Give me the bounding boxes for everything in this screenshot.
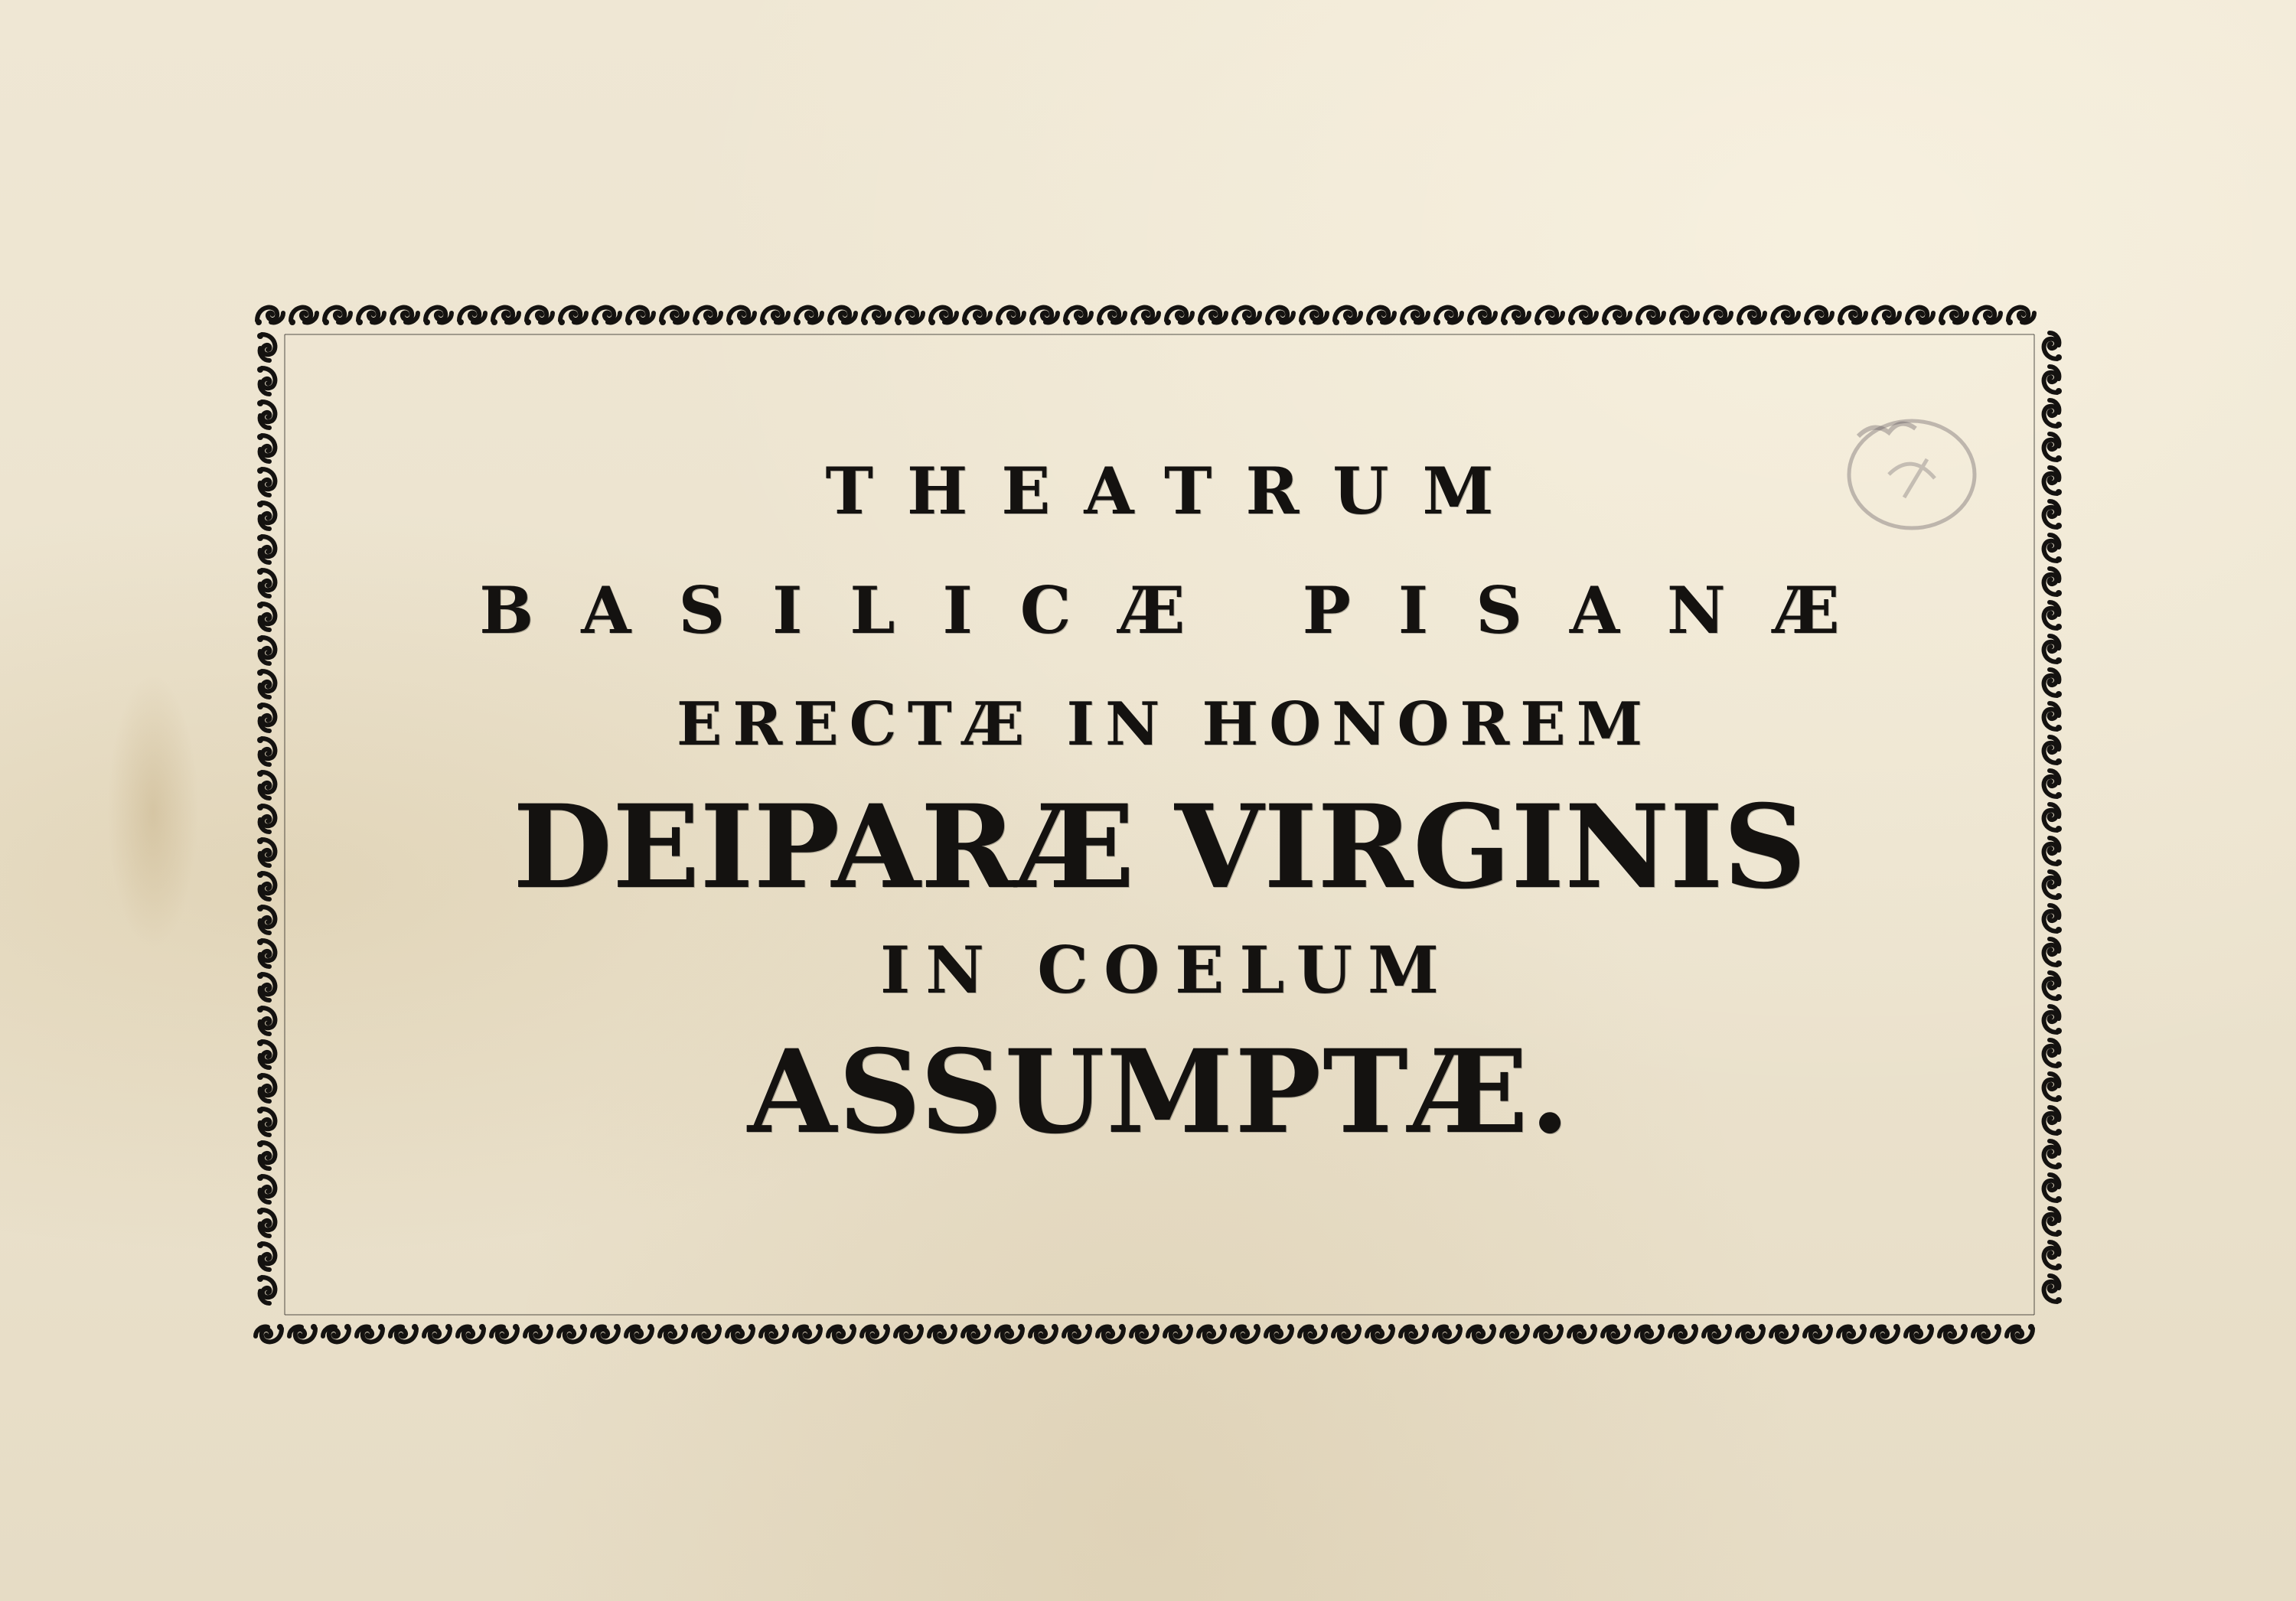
border-ornament — [491, 308, 519, 325]
border-ornament — [2044, 1074, 2062, 1101]
border-ornament — [559, 308, 586, 325]
border-ornament — [2044, 333, 2062, 360]
border-ornament — [1300, 308, 1327, 325]
border-ornament — [1232, 308, 1260, 325]
border-ornament — [1569, 308, 1596, 325]
border-ornament — [1805, 1324, 1832, 1342]
title-line-3: ERECTÆ IN HONOREM — [676, 690, 1654, 759]
border-ornament — [727, 1324, 755, 1342]
title-line-5: IN COELUM — [879, 932, 1455, 1008]
border-ornament — [257, 367, 275, 394]
title-line-1: THEATRUM — [825, 453, 1528, 529]
border-ornament — [257, 1074, 275, 1101]
title-line-4: DEIPARÆ VIRGINIS — [513, 780, 1806, 915]
border-ornament — [1434, 1324, 1462, 1342]
border-ornament — [1535, 1324, 1563, 1342]
border-ornament — [257, 771, 275, 798]
border-ornament — [1603, 308, 1630, 325]
border-ornament — [1097, 308, 1125, 325]
border-ornament — [1939, 308, 1967, 325]
border-ornament — [761, 308, 788, 325]
border-ornament — [2044, 771, 2062, 798]
border-ornament — [323, 308, 351, 325]
border-ornament — [1097, 1324, 1125, 1342]
border-ornament — [2044, 1242, 2062, 1270]
border-ornament — [1232, 1324, 1260, 1342]
border-ornament — [390, 308, 418, 325]
border-ornament — [257, 569, 275, 596]
border-ornament — [257, 872, 275, 899]
border-ornament — [2044, 670, 2062, 697]
border-ornament — [257, 1175, 275, 1202]
border-ornament — [1131, 308, 1159, 325]
border-ornament — [895, 1324, 923, 1342]
border-ornament — [1872, 308, 1900, 325]
border-ornament — [963, 1324, 990, 1342]
border-ornament — [257, 1276, 275, 1303]
border-ornament — [323, 1324, 351, 1342]
border-ornament — [257, 703, 275, 731]
border-ornament — [1367, 1324, 1394, 1342]
border-ornament — [257, 1107, 275, 1135]
border-ornament — [2044, 703, 2062, 731]
border-ornament — [257, 973, 275, 1000]
border-ornament — [1670, 1324, 1698, 1342]
border-ornament — [1603, 1324, 1630, 1342]
border-ornament — [1333, 1324, 1361, 1342]
border-ornament — [1670, 308, 1698, 325]
border-ornament — [963, 308, 990, 325]
border-ornament — [2044, 1175, 2062, 1202]
border-ornament — [289, 308, 317, 325]
border-ornament — [424, 308, 452, 325]
border-ornament — [929, 308, 957, 325]
border-ornament — [660, 308, 687, 325]
border-ornament — [1266, 1324, 1293, 1342]
border-ornament — [2044, 636, 2062, 664]
border-ornament — [2007, 308, 2034, 325]
border-ornament — [2044, 1208, 2062, 1236]
border-ornament — [1266, 308, 1293, 325]
border-ornament — [828, 1324, 856, 1342]
border-ornament — [1838, 1324, 1866, 1342]
border-ornament — [2044, 1006, 2062, 1034]
border-ornament — [862, 1324, 889, 1342]
border-ornament — [1771, 308, 1799, 325]
border-ornament — [929, 1324, 957, 1342]
border-ornament — [2044, 501, 2062, 529]
border-ornament — [592, 308, 620, 325]
border-ornament — [2044, 1141, 2062, 1169]
border-ornament — [1636, 1324, 1664, 1342]
border-ornament — [693, 1324, 721, 1342]
border-ornament — [257, 905, 275, 933]
border-ornament — [862, 308, 889, 325]
border-ornament — [1636, 308, 1664, 325]
border-ornament — [256, 1324, 283, 1342]
border-ornament — [2044, 569, 2062, 596]
border-ornament — [1737, 1324, 1765, 1342]
border-ornament — [1704, 1324, 1731, 1342]
paper-stain — [107, 673, 199, 949]
border-ornament — [257, 1242, 275, 1270]
border-ornament — [2044, 468, 2062, 495]
border-ornament — [257, 1208, 275, 1236]
border-ornament — [256, 308, 283, 325]
border-ornament — [996, 1324, 1024, 1342]
border-ornament — [1401, 308, 1428, 325]
border-ornament — [2044, 535, 2062, 562]
border-ornament — [1535, 308, 1563, 325]
border-ornament — [458, 1324, 485, 1342]
border-ornament — [458, 308, 485, 325]
border-ornament — [1165, 308, 1192, 325]
border-ornament — [357, 308, 384, 325]
border-ornament — [525, 1324, 553, 1342]
border-ornament — [257, 535, 275, 562]
border-ornament — [559, 1324, 586, 1342]
border-ornament — [2044, 939, 2062, 967]
border-ornament — [390, 1324, 418, 1342]
border-ornament — [1838, 308, 1866, 325]
border-ornament — [1468, 308, 1495, 325]
border-ornament — [1131, 1324, 1159, 1342]
title-line-6: ASSUMPTÆ. — [747, 1025, 1572, 1159]
border-ornament — [2007, 1324, 2034, 1342]
border-ornament — [1030, 308, 1058, 325]
border-ornament — [1805, 308, 1832, 325]
title-text-block — [276, 453, 2043, 1159]
border-ornament — [1367, 308, 1394, 325]
border-ornament — [1737, 308, 1765, 325]
border-ornament — [2044, 434, 2062, 461]
border-ornament — [289, 1324, 317, 1342]
border-ornament — [2044, 1040, 2062, 1068]
border-ornament — [257, 838, 275, 866]
border-ornament — [2044, 804, 2062, 832]
border-ornament — [895, 308, 923, 325]
border-ornament — [257, 670, 275, 697]
border-ornament — [2044, 1276, 2062, 1303]
border-ornament — [257, 1141, 275, 1169]
border-ornament — [2044, 737, 2062, 765]
border-ornament — [2044, 367, 2062, 394]
border-ornament — [257, 400, 275, 428]
border-ornament — [424, 1324, 452, 1342]
border-ornament — [626, 1324, 654, 1342]
border-ornament — [1973, 308, 2001, 325]
border-ornament — [1939, 1324, 1967, 1342]
border-ornament — [828, 308, 856, 325]
border-ornament — [491, 1324, 519, 1342]
border-ornament — [2044, 872, 2062, 899]
border-ornament — [257, 1040, 275, 1068]
border-ornament — [257, 501, 275, 529]
border-ornament — [1906, 1324, 1933, 1342]
border-ornament — [2044, 973, 2062, 1000]
border-ornament — [1300, 1324, 1327, 1342]
border-ornament — [1502, 1324, 1529, 1342]
border-ornament — [693, 308, 721, 325]
border-ornament — [1502, 308, 1529, 325]
title-line-2: BASILICÆ PISANÆ — [479, 572, 1887, 648]
border-ornament — [1434, 308, 1462, 325]
border-ornament — [1872, 1324, 1900, 1342]
border-ornament — [2044, 838, 2062, 866]
border-ornament — [1064, 308, 1091, 325]
border-ornament — [257, 804, 275, 832]
border-ornament — [257, 602, 275, 630]
border-ornament — [1199, 1324, 1226, 1342]
border-ornament — [626, 308, 654, 325]
border-ornament — [1906, 308, 1933, 325]
border-ornament — [257, 333, 275, 360]
border-ornament — [257, 434, 275, 461]
border-ornament — [1064, 1324, 1091, 1342]
border-ornament — [257, 939, 275, 967]
border-ornament — [1165, 1324, 1192, 1342]
border-ornament — [727, 308, 755, 325]
border-ornament — [1401, 1324, 1428, 1342]
border-ornament — [257, 1006, 275, 1034]
border-ornament — [257, 636, 275, 664]
border-ornament — [794, 1324, 822, 1342]
border-ornament — [357, 1324, 384, 1342]
border-ornament — [1468, 1324, 1495, 1342]
border-ornament — [525, 308, 553, 325]
border-ornament — [794, 308, 822, 325]
border-ornament — [257, 468, 275, 495]
border-ornament — [1704, 308, 1731, 325]
border-ornament — [660, 1324, 687, 1342]
border-ornament — [1030, 1324, 1058, 1342]
border-ornament — [592, 1324, 620, 1342]
border-ornament — [1973, 1324, 2001, 1342]
border-ornament — [1333, 308, 1361, 325]
border-ornament — [1771, 1324, 1799, 1342]
border-ornament — [2044, 1107, 2062, 1135]
border-ornament — [761, 1324, 788, 1342]
border-ornament — [2044, 400, 2062, 428]
border-ornament — [257, 737, 275, 765]
border-ornament — [1199, 308, 1226, 325]
border-ornament — [996, 308, 1024, 325]
border-ornament — [2044, 602, 2062, 630]
border-ornament — [2044, 905, 2062, 933]
border-ornament — [1569, 1324, 1596, 1342]
